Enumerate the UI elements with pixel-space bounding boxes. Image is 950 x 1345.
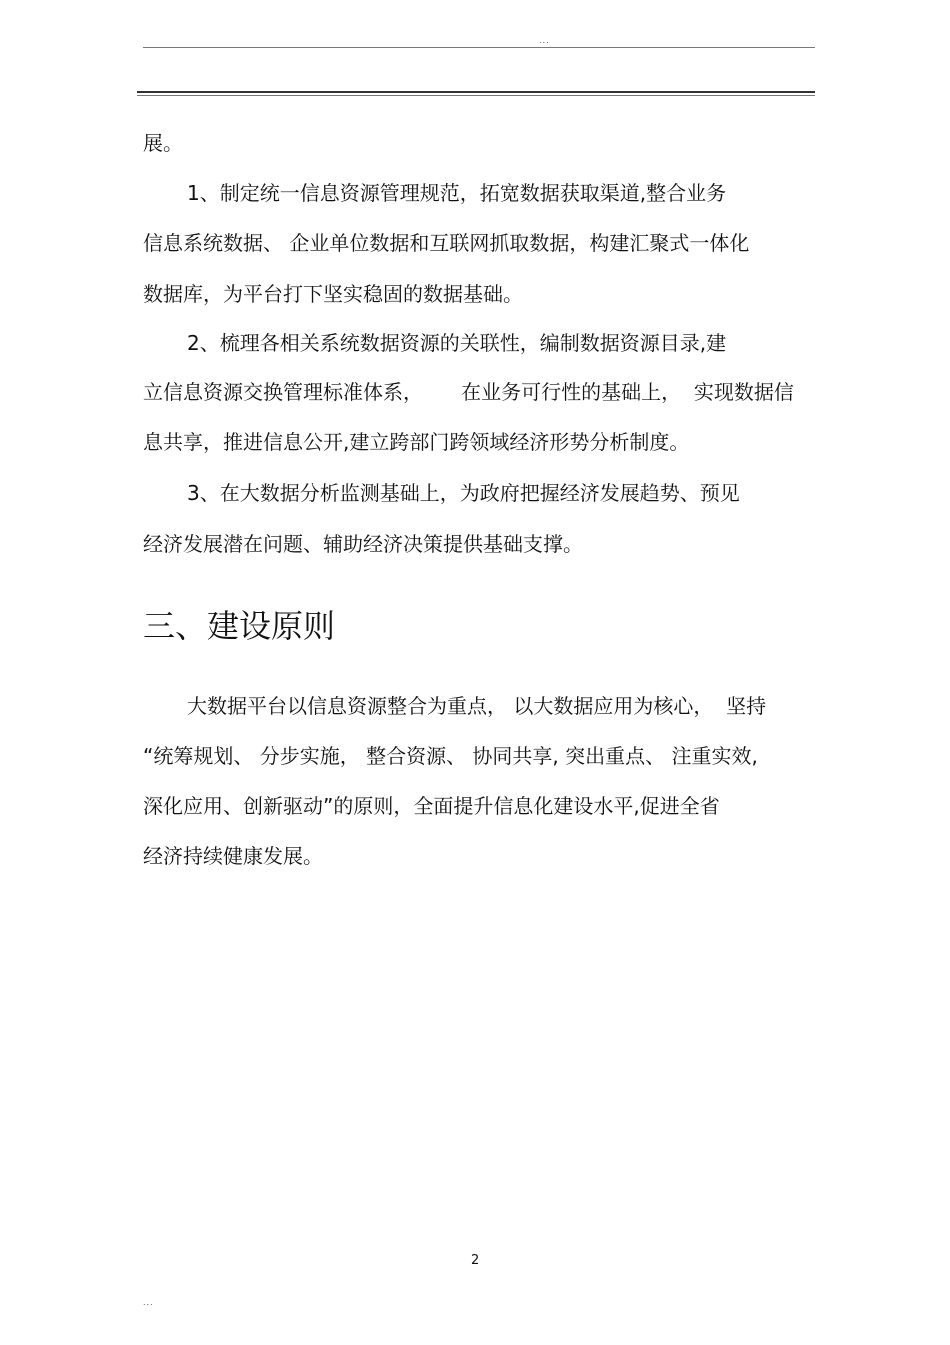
- footer-marker: ...: [143, 1298, 154, 1307]
- principle-line-4: 经济持续健康发展。: [143, 844, 323, 868]
- item-1-line-3: 数据库，为平台打下坚实稳固的数据基础。: [143, 282, 523, 306]
- principle-line-3: 深化应用、创新驱动”的原则，全面提升信息化建设水平,促进全省: [143, 794, 720, 818]
- section-heading: 三、建设原则: [143, 607, 336, 645]
- header-line: [143, 47, 815, 48]
- header-rule: [137, 91, 815, 93]
- item-2-line-1: 2、梳理各相关系统数据资源的关联性，编制数据资源目录,建: [187, 331, 727, 355]
- item-2-line-2: 立信息资源交换管理标准体系， 在业务可行性的基础上， 实现数据信: [143, 380, 794, 404]
- page-number: 2: [471, 1253, 480, 1268]
- principle-line-2: “统筹规划、 分步实施， 整合资源、 协同共享, 突出重点、 注重实效,: [143, 744, 758, 768]
- continuation-text: 展。: [143, 131, 183, 155]
- header-rule-thin: [137, 95, 815, 96]
- item-2-line-3: 息共享，推进信息公开,建立跨部门跨领域经济形势分析制度。: [143, 430, 690, 454]
- header-marker: ...: [539, 36, 550, 45]
- item-3-line-1: 3、在大数据分析监测基础上，为政府把握经济发展趋势、预见: [187, 481, 740, 505]
- item-1-line-2: 信息系统数据、 企业单位数据和互联网抓取数据，构建汇聚式一体化: [143, 231, 750, 255]
- principle-line-1: 大数据平台以信息资源整合为重点， 以大数据应用为核心， 坚持: [187, 694, 767, 718]
- item-3-line-2: 经济发展潜在问题、辅助经济决策提供基础支撑。: [143, 532, 583, 556]
- item-1-line-1: 1、制定统一信息资源管理规范，拓宽数据获取渠道,整合业务: [187, 181, 727, 205]
